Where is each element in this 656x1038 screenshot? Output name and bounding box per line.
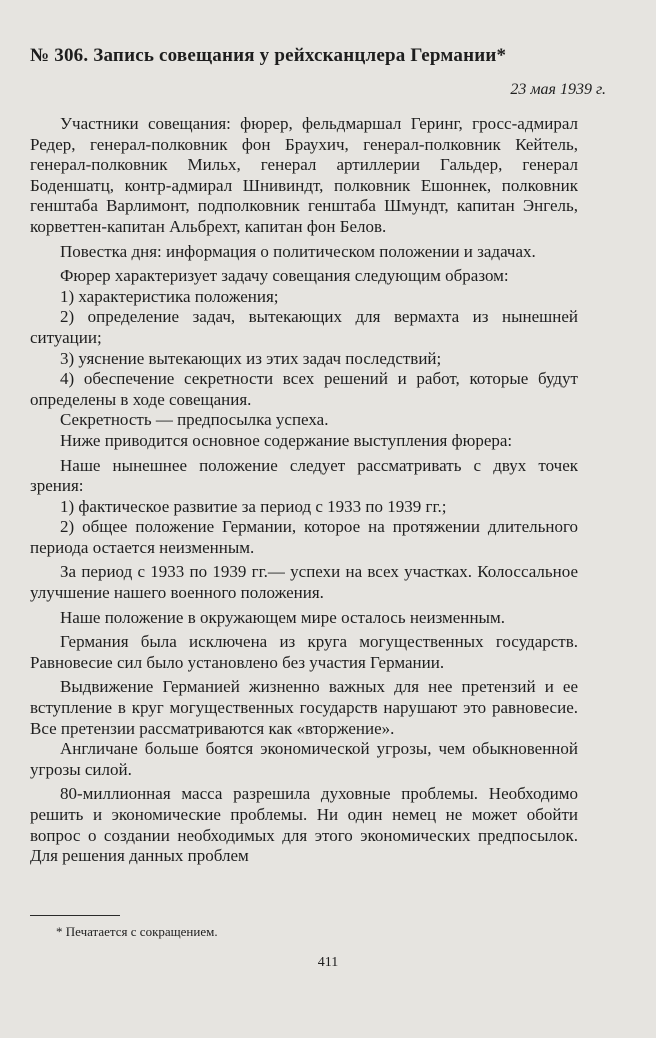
paragraph-excluded: Германия была исключена из круга могущественных государств. Равновесие сил было установлено без участия Германии. [30, 632, 578, 672]
footnote: * Печатается с сокращением. [56, 924, 218, 939]
list-item: 1) фактическое развитие за период с 1933 по 1939 гг.; [60, 496, 447, 516]
paragraph-speech-intro: Ниже приводится основное содержание выступления фюрера: [60, 430, 513, 450]
paragraph-task-intro: Фюрер характеризует задачу совещания следующим образом: [60, 266, 509, 286]
list-item: 2) определение задач, вытекающих для вермахта из нынешней ситуации; [30, 307, 578, 347]
paragraph-participants: Участники совещания: фюрер, фельдмаршал Геринг, гросс-адмирал Редер, генерал-полковник фон Браухич, генерал-полковник Кейтель, генерал-полковник Мильх, генерал артиллерии Гальдер, генерал Боденшатц, контр-адмирал Шнивиндт, полковник Ешоннек, полковник генштаба Варлимонт, подполковник генштаба Шмундт, капитан Энгель, корветтен-капитан Альбрехт, капитан фон Белов. [30, 114, 578, 236]
paragraph-english: Англичане больше боятся экономической угрозы, чем обыкновенной угрозы силой. [30, 739, 578, 779]
document-date: 23 мая 1939 г. [510, 81, 606, 98]
list-item: 3) уяснение вытекающих из этих задач последствий; [60, 348, 442, 368]
document-heading: № 306. Запись совещания у рейхсканцлера Германии* [30, 45, 507, 66]
paragraph-world-position: Наше положение в окружающем мире осталось неизменным. [60, 607, 505, 627]
page-number: 411 [317, 955, 339, 970]
list-item: 4) обеспечение секретности всех решений и работ, которые будут определены в ходе совещания. [30, 369, 578, 409]
document-body [30, 114, 578, 867]
paragraph-successes: За период с 1933 по 1939 гг.— успехи на всех участках. Колоссальное улучшение нашего военного положения. [30, 562, 578, 603]
paragraph-position: Наше нынешнее положение следует рассматривать с двух точек зрения: [30, 455, 578, 496]
paragraph-secrecy: Секретность — предпосылка успеха. [60, 410, 329, 430]
footnote-divider [30, 915, 120, 916]
list-item: 1) характеристика положения; [60, 286, 279, 306]
paragraph-claims: Выдвижение Германией жизненно важных для нее претензий и ее вступление в круг могущественных государств нарушают это равновесие. Все претензии рассматриваются как «вторжение». [30, 677, 578, 738]
paragraph-economic: 80-миллионная масса разрешила духовные проблемы. Необходимо решить и экономические проблемы. Ни один немец не может обойти вопрос о создании необходимых для этого экономических предпосылок. Для решения данных проблем [30, 784, 578, 866]
list-item: 2) общее положение Германии, которое на протяжении длительного периода остается неизменным. [30, 517, 578, 557]
paragraph-agenda: Повестка дня: информация о политическом положении и задачах. [60, 241, 536, 261]
